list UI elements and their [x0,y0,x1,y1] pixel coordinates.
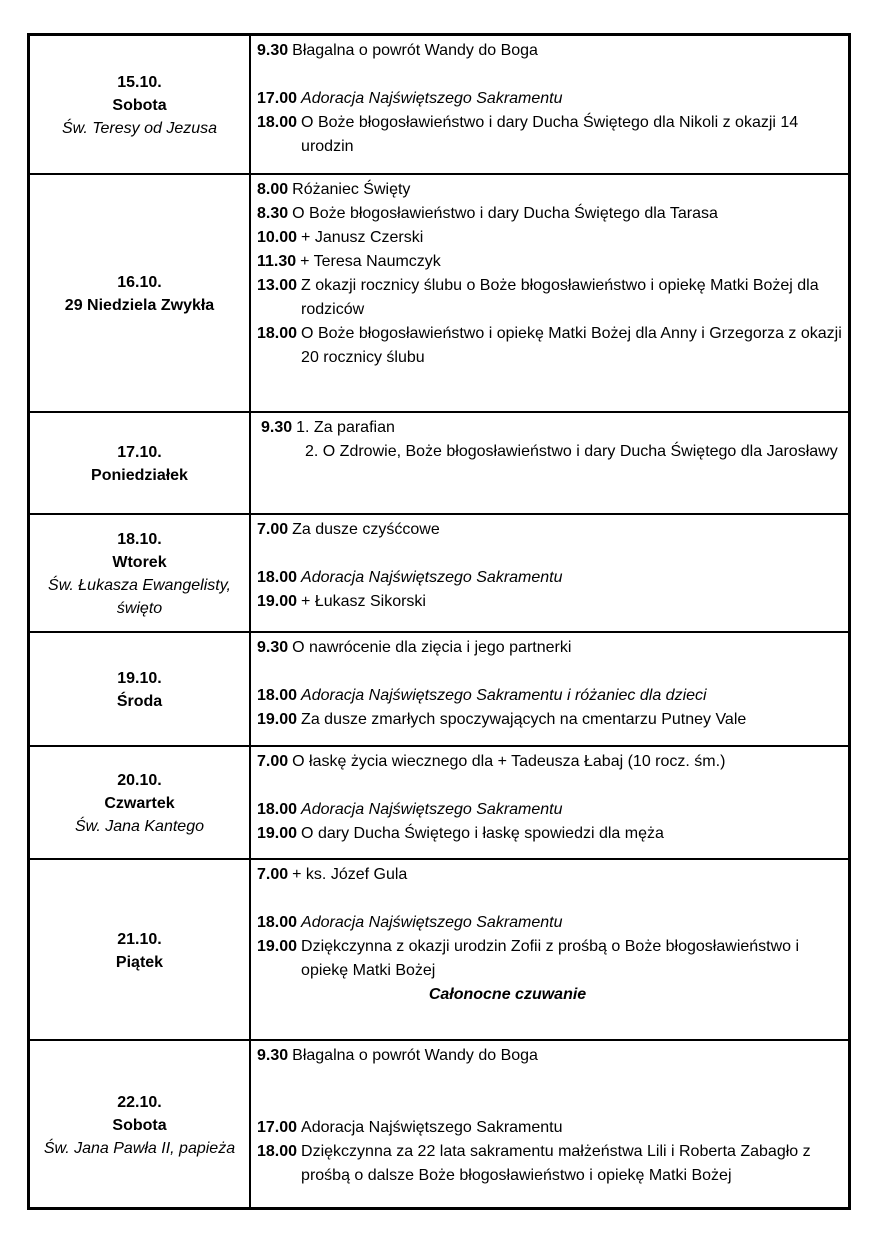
day-name: Wtorek [112,554,167,571]
day-name: Czwartek [104,795,175,812]
mass-time: 9.30 [257,1047,289,1064]
mass-intention: Dziękczynna za 22 lata sakramentu małżeństwa Lili i Roberta Zabagło z prośbą o dalsze Boże błogosławieństwo i opiekę Matki Bożej [301,1143,811,1184]
mass-entry [257,518,848,542]
mass-time: 9.30 [257,42,289,59]
masses-cell [251,633,848,745]
mass-intention: 2. O Zdrowie, Boże błogosławieństwo i dary Ducha Świętego dla Jarosławy [305,443,838,460]
mass-intention: Adoracja Najświętszego Sakramentu [301,914,563,931]
mass-time: 8.30 [257,205,289,222]
day-name: Piątek [115,953,164,971]
mass-intention: Różaniec Święty [292,181,411,198]
mass-time: 18.00 [257,914,298,931]
day-feast: Św. Jana Pawła II, papieża [43,1139,236,1157]
mass-entry [257,822,848,846]
spacer [257,774,848,798]
day-date: 16.10. [117,274,162,291]
mass-intention: + ks. Józef Gula [292,866,408,883]
mass-time: 9.30 [257,639,289,656]
mass-time: 7.00 [257,753,289,770]
day-feast: Św. Teresy od Jezusa [61,120,218,137]
day-cell [30,413,251,513]
day-name: 29 Niedziela Zwykła [64,297,215,314]
day-name: Poniedziałek [91,467,188,484]
mass-entry [261,440,848,464]
mass-entry [257,684,848,708]
mass-intention: Adoracja Najświętszego Sakramentu [301,90,563,107]
day-row [30,858,848,1039]
mass-time: 10.00 [257,229,298,246]
mass-entry [257,750,848,774]
mass-time [261,440,301,464]
mass-intention: O Boże błogosławieństwo i opiekę Matki Bożej dla Anny i Grzegorza z okazji 20 rocznicy ślubu [301,325,842,366]
masses-cell [251,515,848,631]
masses-cell [251,175,848,411]
day-feast: Św. Łukasza Ewangelisty, święto [48,577,231,617]
spacer [257,1092,848,1116]
masses-cell [251,1041,848,1207]
mass-intention: Adoracja Najświętszego Sakramentu [301,801,563,818]
mass-entry [257,226,848,250]
masses-cell [251,36,848,173]
day-cell [30,633,251,745]
spacer [257,1068,848,1092]
vigil-note: Całonocne czuwanie [428,986,587,1003]
day-row [30,745,848,858]
day-date: 15.10. [117,74,162,91]
mass-time: 18.00 [257,325,298,342]
mass-intention: Z okazji rocznicy ślubu o Boże błogosławieństwo i opiekę Matki Bożej dla rodziców [301,277,819,318]
mass-entry [257,863,848,887]
day-name: Sobota [112,97,167,114]
mass-entry [257,39,848,63]
day-date: 19.10. [117,670,162,687]
mass-entry [257,322,848,370]
day-cell [30,747,251,858]
day-feast: Św. Jana Kantego [75,818,204,835]
day-cell [30,1041,251,1207]
day-date: 22.10. [117,1093,162,1111]
mass-time: 18.00 [257,1143,298,1160]
mass-time: 19.00 [257,938,298,955]
mass-time: 13.00 [257,277,298,294]
mass-intention: + Łukasz Sikorski [301,593,426,610]
mass-intention: O łaskę życia wiecznego dla + Tadeusza Łabaj (10 rocz. śm.) [292,753,726,770]
mass-time: 9.30 [261,419,293,436]
day-row [30,36,848,173]
day-name: Sobota [112,1116,167,1134]
day-row [30,1039,848,1207]
day-date: 21.10. [117,930,162,948]
mass-intention: Za dusze czyśćcowe [292,521,440,538]
day-row [30,173,848,411]
mass-intention: Błagalna o powrót Wandy do Boga [292,1047,538,1064]
mass-time: 17.00 [257,90,298,107]
mass-entry [257,202,848,226]
day-cell [30,515,251,631]
mass-entry [257,111,848,159]
mass-time: 18.00 [257,801,298,818]
mass-intention: O Boże błogosławieństwo i dary Ducha Świętego dla Tarasa [292,205,718,222]
spacer [257,660,848,684]
mass-time: 17.00 [257,1119,298,1136]
spacer [257,887,848,911]
day-cell [30,860,251,1039]
mass-entry [257,178,848,202]
day-row [30,513,848,631]
mass-intention: Adoracja Najświętszego Sakramentu i różaniec dla dzieci [301,687,707,704]
mass-entry [257,798,848,822]
mass-intention: + Janusz Czerski [301,229,424,246]
day-cell [30,175,251,411]
mass-entry [261,416,848,440]
mass-time: 19.00 [257,825,298,842]
mass-time: 7.00 [257,866,289,883]
masses-cell [251,747,848,858]
mass-intention: 1. Za parafian [296,419,395,436]
day-cell [30,36,251,173]
mass-entry [257,911,848,935]
spacer [257,63,848,87]
mass-entry [257,590,848,614]
mass-time: 7.00 [257,521,289,538]
spacer [257,542,848,566]
mass-intention: O dary Ducha Świętego i łaskę spowiedzi dla męża [301,825,664,842]
mass-schedule-table [27,33,851,1210]
masses-cell [251,860,848,1039]
mass-intention: O Boże błogosławieństwo i dary Ducha Świętego dla Nikoli z okazji 14 urodzin [301,114,799,155]
mass-entry [257,708,848,732]
day-row [30,631,848,745]
mass-intention: Adoracja Najświętszego Sakramentu [301,1119,563,1136]
mass-entry [257,87,848,111]
mass-intention: Dziękczynna z okazji urodzin Zofii z prośbą o Boże błogosławieństwo i opiekę Matki Bożej [301,938,800,979]
mass-intention: Za dusze zmarłych spoczywających na cmentarzu Putney Vale [301,711,747,728]
mass-entry [257,274,848,322]
masses-cell [251,413,848,513]
mass-time: 8.00 [257,181,289,198]
day-row [30,411,848,513]
day-name: Środa [116,693,163,710]
mass-entry [257,935,848,983]
day-date: 20.10. [117,772,162,789]
mass-entry [257,1044,848,1068]
mass-entry [257,1116,848,1140]
mass-intention: O nawrócenie dla zięcia i jego partnerki [292,639,572,656]
mass-intention: + Teresa Naumczyk [300,253,441,270]
mass-entry [257,566,848,590]
mass-intention: Błagalna o powrót Wandy do Boga [292,42,538,59]
mass-entry [257,250,848,274]
mass-time: 18.00 [257,114,298,131]
mass-time: 18.00 [257,687,298,704]
mass-entry [257,1140,848,1188]
day-date: 18.10. [117,531,162,548]
mass-time: 19.00 [257,593,298,610]
mass-intention: Adoracja Najświętszego Sakramentu [301,569,563,586]
mass-time: 11.30 [257,253,297,270]
mass-time: 18.00 [257,569,298,586]
day-date: 17.10. [117,444,162,461]
mass-time: 19.00 [257,711,298,728]
mass-entry [257,636,848,660]
